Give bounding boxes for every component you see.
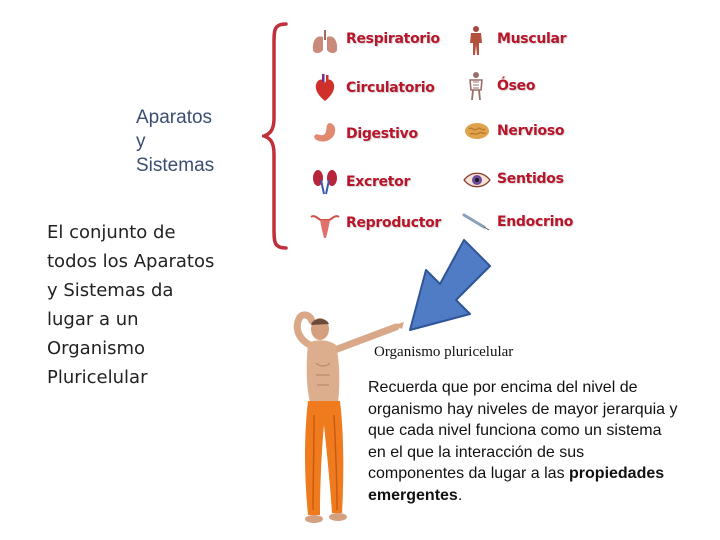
heading-line-3: Sistemas: [136, 155, 215, 176]
system-label-reproductor: Reproductor: [346, 215, 442, 231]
system-label-endocrino: Endocrino: [497, 214, 574, 230]
heading-line-1: Aparatos: [136, 107, 213, 128]
eye-icon: [463, 171, 491, 189]
lungs-icon: [310, 28, 340, 56]
system-label-oseo: Óseo: [497, 78, 536, 94]
stomach-icon: [311, 121, 339, 145]
heading-line-2: y: [136, 131, 146, 152]
down-left-arrow: [398, 238, 498, 338]
syringe-icon: [462, 213, 490, 231]
note-emphasis: propiedades emergentes: [368, 465, 665, 504]
system-label-digestivo: Digestivo: [346, 126, 418, 142]
system-label-excretor: Excretor: [346, 174, 411, 190]
note-paragraph: [368, 377, 680, 506]
system-label-muscular: Muscular: [497, 31, 567, 47]
skeleton-icon: [466, 71, 486, 101]
system-label-respiratorio: Respiratorio: [346, 31, 440, 47]
system-label-circulatorio: Circulatorio: [346, 80, 435, 96]
uterus-icon: [309, 212, 341, 240]
description-text: El conjunto de todos los Aparatos y Sistemas da lugar a un Organismo Pluricelular: [47, 222, 215, 388]
systems-grid: [0, 0, 720, 250]
brain-icon: [464, 121, 490, 141]
note-text: Recuerda que por encima del nivel de organismo hay niveles de mayor jerarquia y que cada nivel funciona como un sistema en el que la interacción de sus componentes da lugar a las: [368, 379, 678, 482]
note-end: .: [457, 486, 463, 504]
heart-icon: [312, 73, 338, 103]
muscle-figure-icon: [467, 25, 485, 57]
system-label-nervioso: Nervioso: [497, 123, 565, 139]
organism-caption: Organismo pluricelular: [374, 344, 514, 360]
kidneys-icon: [311, 168, 339, 196]
system-label-sentidos: Sentidos: [497, 171, 564, 187]
